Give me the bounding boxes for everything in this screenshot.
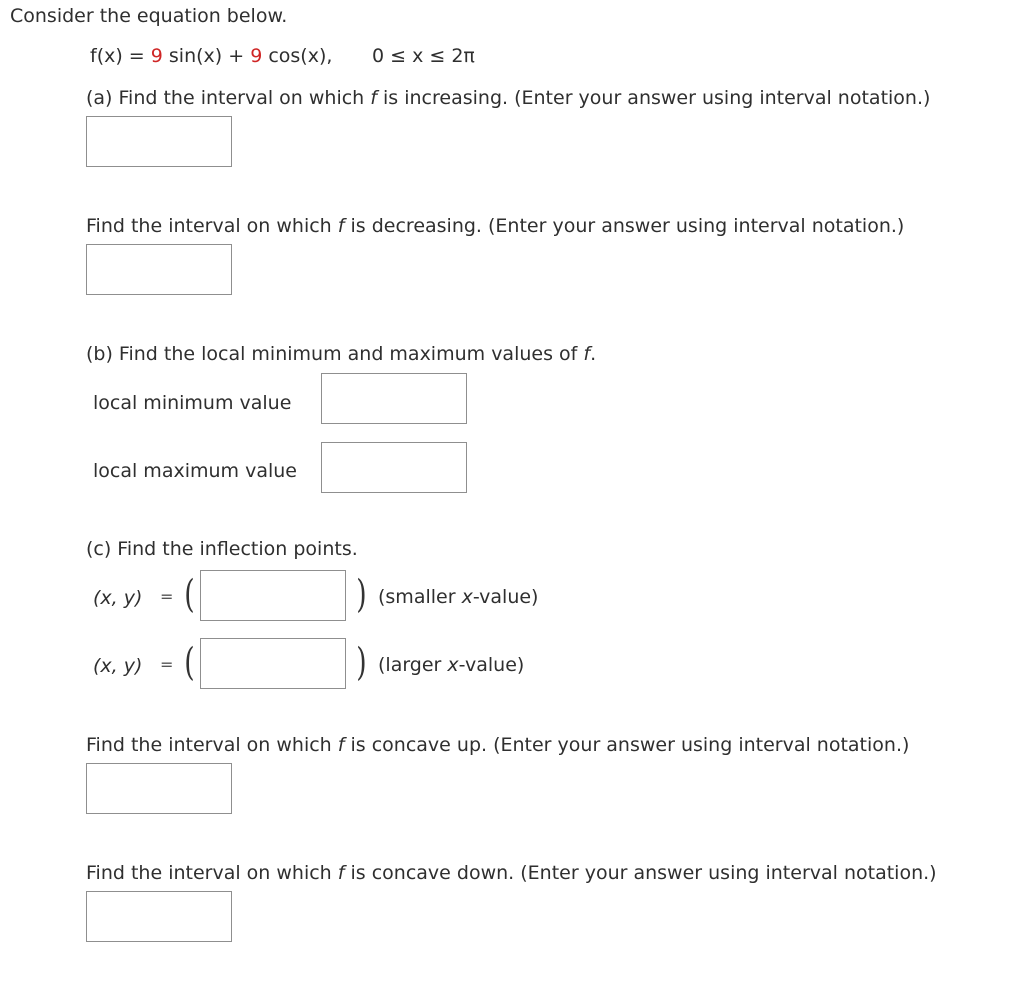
inflection-1-open-paren: ( <box>184 572 195 616</box>
local-max-input[interactable] <box>321 442 467 493</box>
inflection-2-open-paren: ( <box>184 640 195 684</box>
local-min-input[interactable] <box>321 373 467 424</box>
part-a-prompt <box>86 89 930 108</box>
inflection-1-xy-label: (x, y) <box>93 587 143 609</box>
increasing-interval-input[interactable] <box>86 116 232 167</box>
equation <box>90 47 332 66</box>
inflection-1-note <box>378 588 538 607</box>
inflection-1-note-var: x <box>461 586 473 608</box>
concave-up-prompt-prefix: Find the interval on which <box>86 734 338 756</box>
intro-text: Consider the equation below. <box>10 5 288 27</box>
inflection-2-note <box>378 656 524 675</box>
decreasing-prompt <box>86 217 904 236</box>
inflection-1-note-suffix: -value) <box>472 586 539 608</box>
concave-down-prompt-var: f <box>337 862 345 884</box>
concave-up-input[interactable] <box>86 763 232 814</box>
part-a-prompt-var: f <box>370 87 377 109</box>
concave-up-prompt-suffix: is concave up. (Enter your answer using interval notation.) <box>344 734 910 756</box>
inflection-1-equals: = <box>160 587 174 606</box>
concave-up-prompt <box>86 736 909 755</box>
inflection-2-equals: = <box>160 655 174 674</box>
concave-down-prompt-suffix: is concave down. (Enter your answer using interval notation.) <box>344 862 937 884</box>
part-b-prompt-prefix: (b) Find the local minimum and maximum values of <box>86 343 584 365</box>
local-min-label: local minimum value <box>93 392 292 414</box>
inflection-2-close-paren: ) <box>356 640 367 684</box>
inflection-2-note-var: x <box>447 654 459 676</box>
concave-down-prompt <box>86 864 937 883</box>
part-b-prompt-suffix: . <box>590 343 597 365</box>
part-c-prompt: (c) Find the inflection points. <box>86 538 358 560</box>
inflection-2-note-prefix: (larger <box>378 654 448 676</box>
part-a-prompt-suffix: is increasing. (Enter your answer using interval notation.) <box>376 87 931 109</box>
decreasing-prompt-var: f <box>337 215 345 237</box>
inflection-2-xy-label: (x, y) <box>93 655 143 677</box>
equation-lhs: f(x) = <box>90 45 151 67</box>
equation-coef-2: 9 <box>250 45 263 67</box>
concave-down-prompt-prefix: Find the interval on which <box>86 862 338 884</box>
decreasing-prompt-suffix: is decreasing. (Enter your answer using interval notation.) <box>344 215 905 237</box>
concave-down-input[interactable] <box>86 891 232 942</box>
part-a-prompt-prefix: (a) Find the interval on which <box>86 87 371 109</box>
inflection-point-1-input[interactable] <box>200 570 346 621</box>
equation-coef-1: 9 <box>150 45 163 67</box>
inflection-2-note-suffix: -value) <box>458 654 525 676</box>
local-max-label: local maximum value <box>93 460 297 482</box>
decreasing-interval-input[interactable] <box>86 244 232 295</box>
part-b-prompt <box>86 345 596 364</box>
concave-up-prompt-var: f <box>337 734 345 756</box>
equation-term-2: cos(x), <box>262 45 333 67</box>
inflection-1-close-paren: ) <box>356 572 367 616</box>
part-b-prompt-var: f <box>583 343 591 365</box>
decreasing-prompt-prefix: Find the interval on which <box>86 215 338 237</box>
equation-domain: 0 ≤ x ≤ 2π <box>372 45 475 67</box>
inflection-1-note-prefix: (smaller <box>378 586 462 608</box>
equation-term-1: sin(x) + <box>162 45 251 67</box>
inflection-point-2-input[interactable] <box>200 638 346 689</box>
